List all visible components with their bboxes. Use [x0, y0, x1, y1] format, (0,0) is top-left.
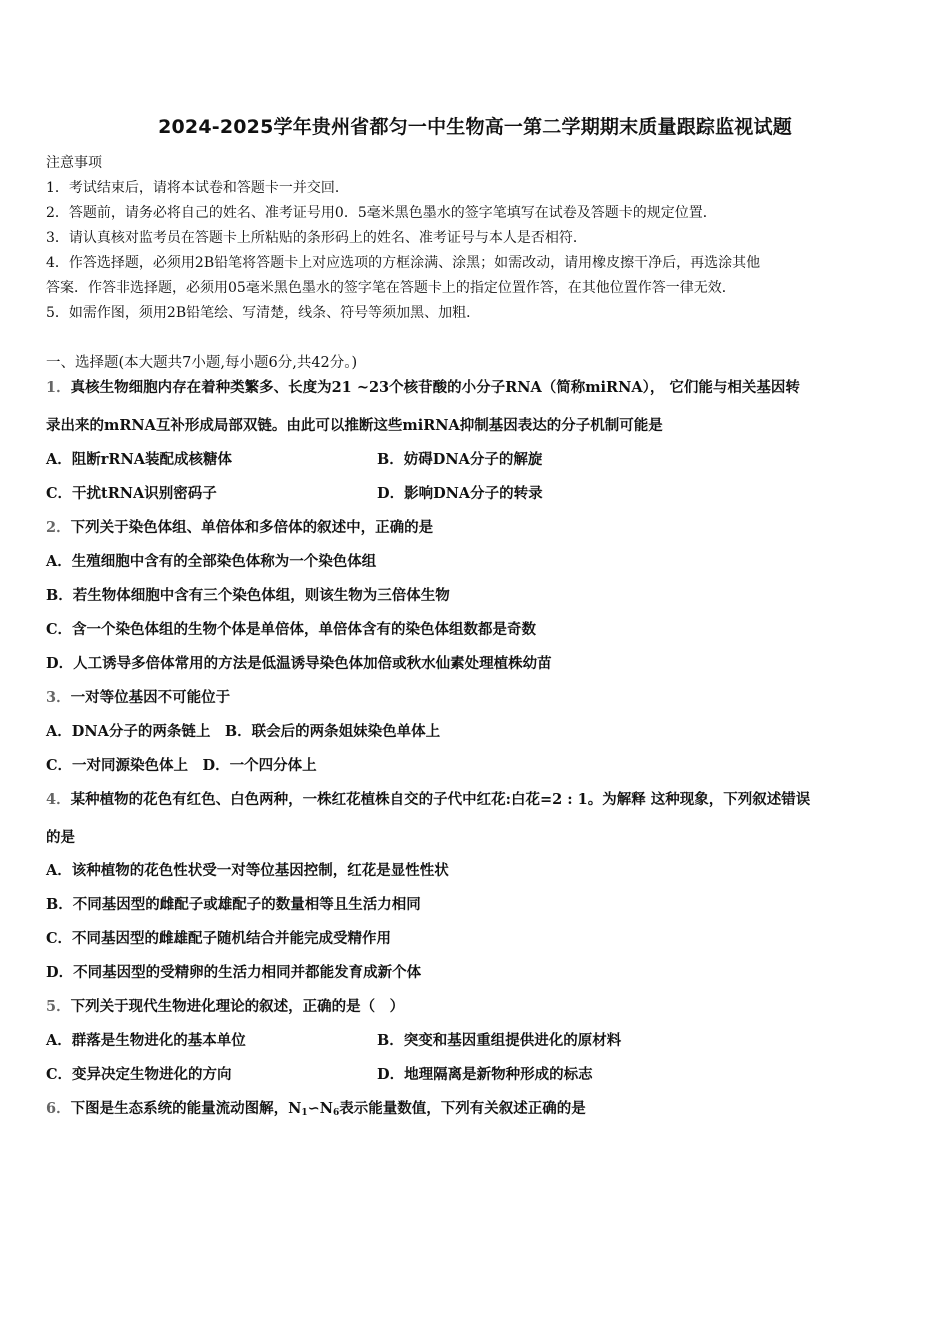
question-1	[46, 376, 800, 397]
notice-item-1: 1．考试结束后，请将本试卷和答题卡一并交回．	[46, 180, 349, 196]
section-heading: 一、选择题(本大题共7小题,每小题6分,共42分。)	[46, 355, 358, 371]
notice-heading: 注意事项	[46, 155, 102, 171]
notice-item-2: 2．答题前，请务必将自己的姓名、准考证号用0．5毫米黑色墨水的签字笔填写在试卷及答题卡的规定位置．	[46, 205, 717, 221]
q5-option-a: A．群落是生物进化的基本单位	[46, 1032, 246, 1049]
q5-option-d: D．地理隔离是新物种形成的标志	[377, 1066, 593, 1083]
q1-option-a: A．阻断rRNA装配成核糖体	[46, 451, 232, 468]
question-2	[46, 516, 433, 537]
question-number: 6．	[46, 1100, 71, 1117]
notice-item-3: 3．请认真核对监考员在答题卡上所粘贴的条形码上的姓名、准考证号与本人是否相符．	[46, 230, 587, 246]
subscript: 6	[333, 1108, 340, 1118]
q1-option-d: D．影响DNA分子的转录	[377, 485, 543, 502]
q4-option-a: A．该种植物的花色性状受一对等位基因控制，红花是显性性状	[46, 862, 449, 879]
question-stem: 一对等位基因不可能位于	[70, 689, 231, 706]
question-1-stem-cont: 录出来的mRNA互补形成局部双链。由此可以推断这些miRNA抑制基因表达的分子机制可能是	[46, 417, 663, 434]
question-number: 3．	[46, 689, 71, 706]
question-3	[46, 686, 230, 707]
notice-item-4: 4．作答选择题，必须用2B铅笔将答题卡上对应选项的方框涂满、涂黑；如需改动，请用橡皮擦干净后，再选涂其他	[46, 255, 761, 271]
q3-options-ab: A．DNA分子的两条链上 B．联会后的两条姐妹染色单体上	[46, 723, 441, 740]
q4-option-c: C．不同基因型的雌雄配子随机结合并能完成受精作用	[46, 930, 392, 947]
notice-item-4-cont: 答案．作答非选择题，必须用05毫米黑色墨水的签字笔在答题卡上的指定位置作答，在其他位置作答一律无效．	[46, 280, 736, 296]
q1-option-c: C．干扰tRNA识别密码子	[46, 485, 217, 502]
question-number: 5．	[46, 998, 71, 1015]
q2-option-b: B．若生物体细胞中含有三个染色体组，则该生物为三倍体生物	[46, 587, 450, 604]
q2-option-a: A．生殖细胞中含有的全部染色体称为一个染色体组	[46, 553, 377, 570]
q5-option-b: B．突变和基因重组提供进化的原材料	[377, 1032, 622, 1049]
question-stem: 真核生物细胞内存在着种类繁多、长度为21 ~23个核苷酸的小分子RNA（简称miRNA）， 它们能与相关基因转	[70, 379, 800, 396]
q4-option-b: B．不同基因型的雌配子或雄配子的数量相等且生活力相同	[46, 896, 421, 913]
question-4-stem-cont: 的是	[46, 829, 75, 846]
page-title: 2024-2025学年贵州省都匀一中生物高一第二学期期末质量跟踪监视试题	[158, 116, 792, 138]
q3-options-cd: C．一对同源染色体上 D．一个四分体上	[46, 757, 317, 774]
question-number: 1．	[46, 379, 71, 396]
q4-option-d: D．不同基因型的受精卵的生活力相同并都能发育成新个体	[46, 964, 422, 981]
q1-option-b: B．妨碍DNA分子的解旋	[377, 451, 543, 468]
question-stem-end: 表示能量数值，下列有关叙述正确的是	[339, 1100, 586, 1117]
range-separator: ∽N	[307, 1100, 334, 1117]
question-stem: 下列关于染色体组、单倍体和多倍体的叙述中，正确的是	[70, 519, 434, 536]
question-stem: 下列关于现代生物进化理论的叙述，正确的是（ ）	[70, 998, 405, 1015]
notice-item-5: 5．如需作图，须用2B铅笔绘、写清楚，线条、符号等须加黑、加粗．	[46, 305, 481, 321]
question-number: 4．	[46, 791, 71, 808]
question-4	[46, 788, 810, 809]
question-number: 2．	[46, 519, 71, 536]
question-5	[46, 995, 404, 1016]
question-stem: 下图是生态系统的能量流动图解，N	[70, 1100, 302, 1117]
q2-option-d: D．人工诱导多倍体常用的方法是低温诱导染色体加倍或秋水仙素处理植株幼苗	[46, 655, 552, 672]
subscript: 1	[301, 1108, 308, 1118]
question-6	[46, 1097, 586, 1118]
question-stem: 某种植物的花色有红色、白色两种，一株红花植株自交的子代中红花:白花=2 : 1。为解释 这种现象，下列叙述错误	[70, 791, 811, 808]
q5-option-c: C．变异决定生物进化的方向	[46, 1066, 232, 1083]
q2-option-c: C．含一个染色体组的生物个体是单倍体，单倍体含有的染色体组数都是奇数	[46, 621, 537, 638]
